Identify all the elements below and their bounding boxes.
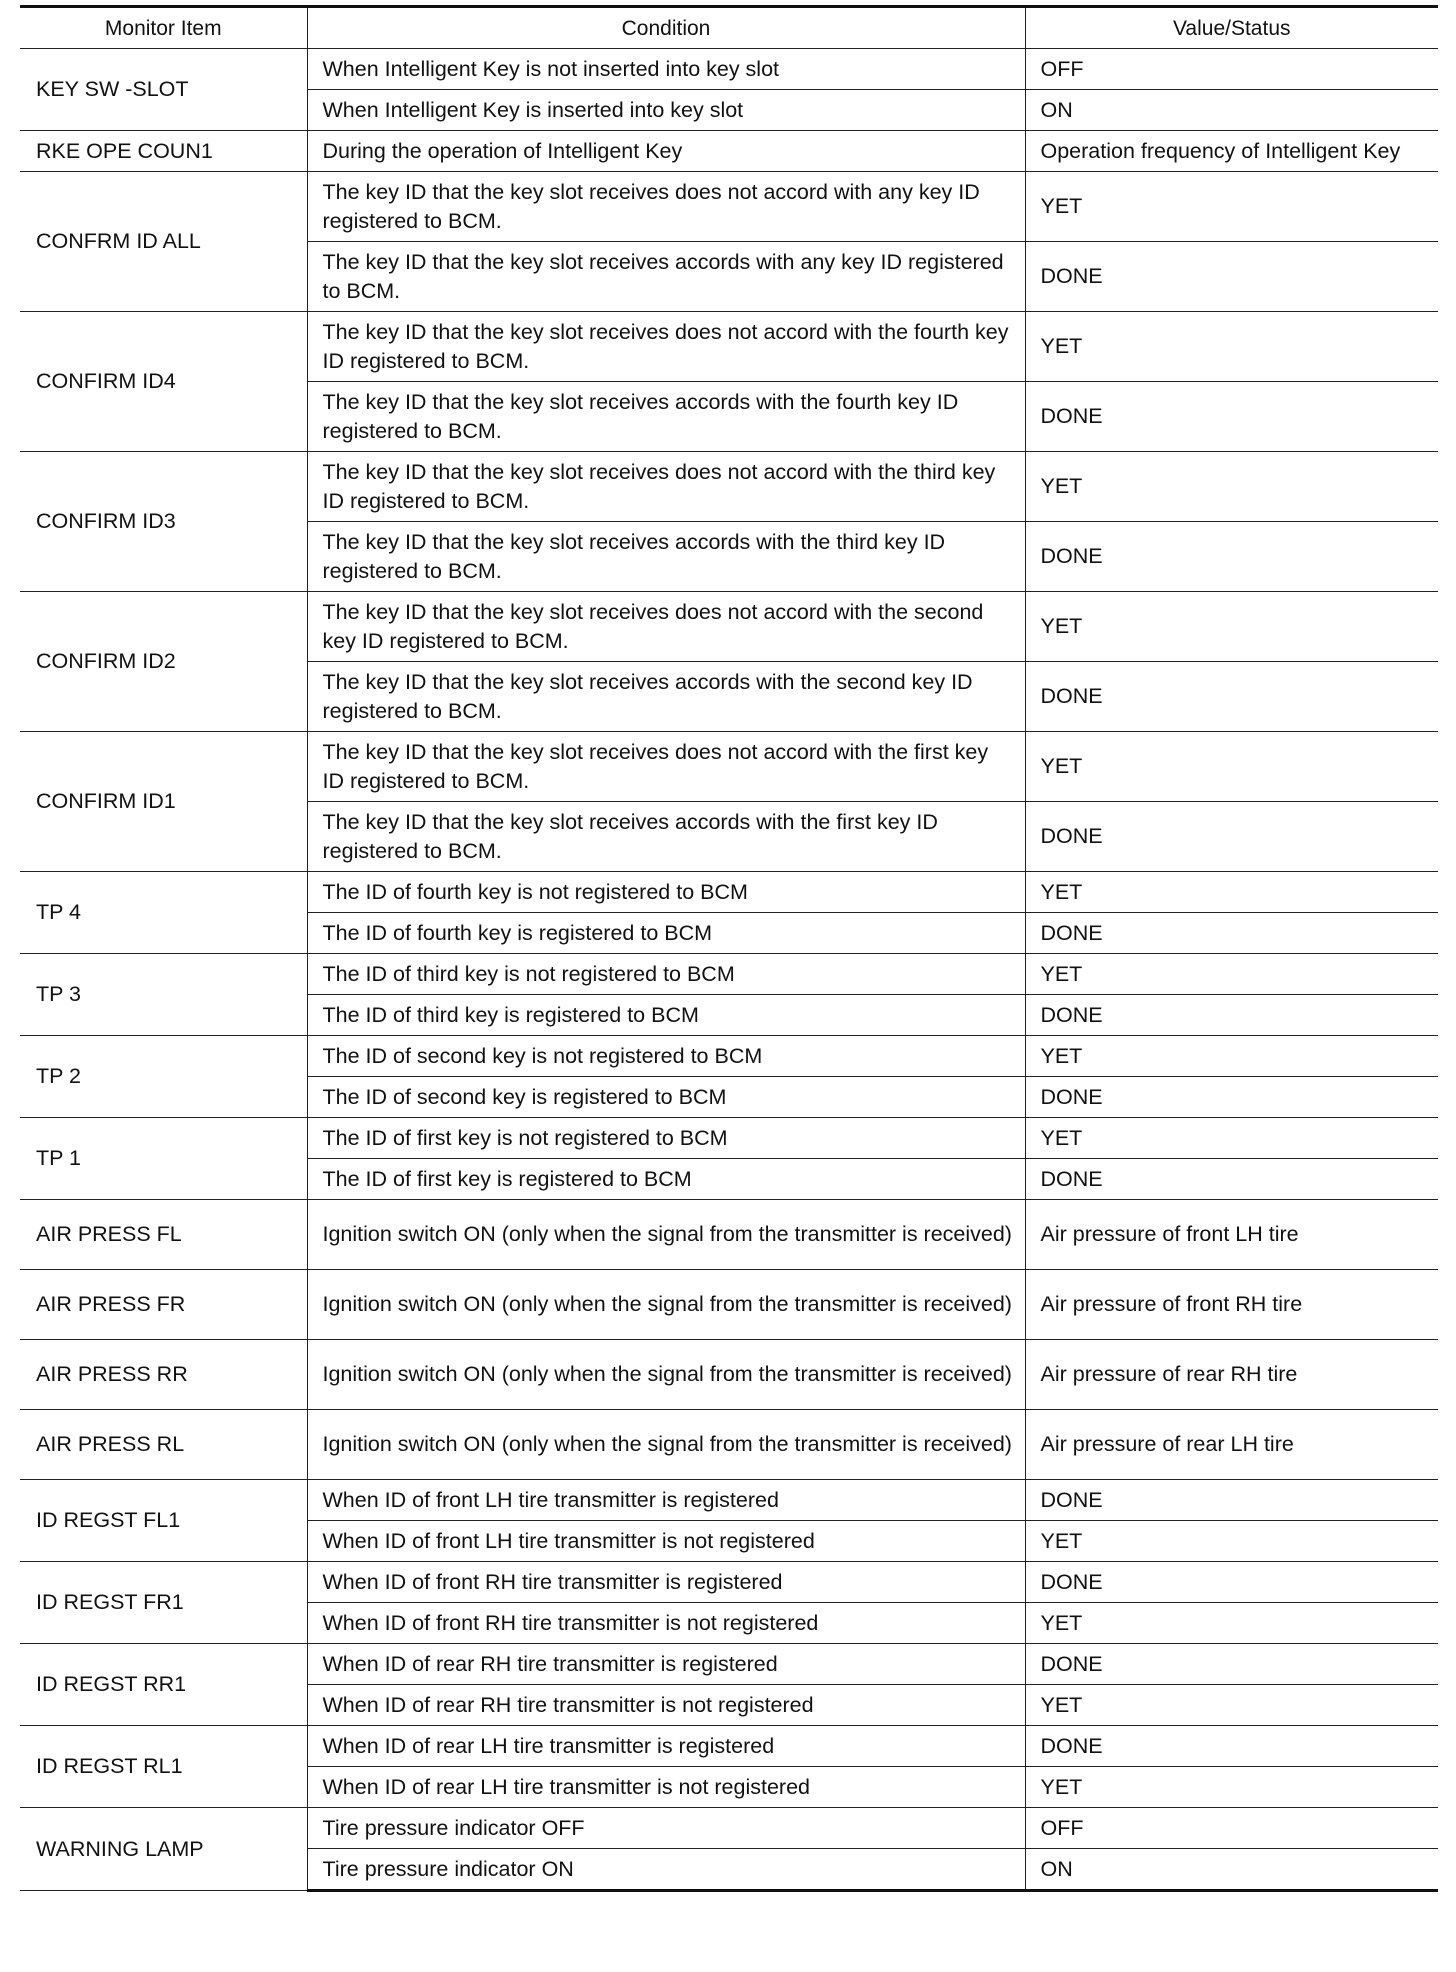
value-status-cell: Air pressure of rear RH tire — [1025, 1340, 1438, 1410]
condition-cell: The ID of first key is registered to BCM — [307, 1159, 1025, 1200]
condition-cell: When ID of front RH tire transmitter is not registered — [307, 1603, 1025, 1644]
header-value-status: Value/Status — [1025, 7, 1438, 49]
condition-cell: The ID of second key is registered to BCM — [307, 1077, 1025, 1118]
table-row — [20, 49, 1438, 90]
condition-cell: The key ID that the key slot receives accords with the first key ID registered to BCM. — [307, 802, 1025, 872]
condition-cell: The ID of fourth key is registered to BCM — [307, 913, 1025, 954]
monitor-item-cell: CONFRM ID ALL — [20, 172, 307, 312]
condition-cell: The key ID that the key slot receives accords with the second key ID registered to BCM. — [307, 662, 1025, 732]
value-status-cell: DONE — [1025, 1077, 1438, 1118]
value-status-cell: YET — [1025, 872, 1438, 913]
monitor-item-cell: ID REGST RL1 — [20, 1726, 307, 1808]
condition-cell: The key ID that the key slot receives accords with any key ID registered to BCM. — [307, 242, 1025, 312]
value-status-cell: Air pressure of rear LH tire — [1025, 1410, 1438, 1480]
condition-cell: The key ID that the key slot receives does not accord with the third key ID registered to BCM. — [307, 452, 1025, 522]
monitor-item-cell: AIR PRESS FL — [20, 1200, 307, 1270]
monitor-item-cell: CONFIRM ID1 — [20, 732, 307, 872]
value-status-cell: YET — [1025, 1767, 1438, 1808]
condition-cell: The ID of second key is not registered to BCM — [307, 1036, 1025, 1077]
condition-cell: When ID of rear RH tire transmitter is registered — [307, 1644, 1025, 1685]
monitor-item-cell: ID REGST RR1 — [20, 1644, 307, 1726]
table-row — [20, 1036, 1438, 1077]
condition-cell: The key ID that the key slot receives accords with the fourth key ID registered to BCM. — [307, 382, 1025, 452]
condition-cell: When ID of rear LH tire transmitter is registered — [307, 1726, 1025, 1767]
value-status-cell: Operation frequency of Intelligent Key — [1025, 131, 1438, 172]
value-status-cell: YET — [1025, 592, 1438, 662]
table-row — [20, 312, 1438, 382]
table-row — [20, 1808, 1438, 1849]
table-row — [20, 1562, 1438, 1603]
table-row — [20, 1726, 1438, 1767]
value-status-cell: DONE — [1025, 1159, 1438, 1200]
header-monitor-item: Monitor Item — [20, 7, 307, 49]
condition-cell: When ID of rear LH tire transmitter is not registered — [307, 1767, 1025, 1808]
table-row — [20, 1270, 1438, 1340]
table-row — [20, 732, 1438, 802]
value-status-cell: OFF — [1025, 1808, 1438, 1849]
value-status-cell: YET — [1025, 312, 1438, 382]
monitor-item-cell: CONFIRM ID3 — [20, 452, 307, 592]
monitor-item-cell: CONFIRM ID2 — [20, 592, 307, 732]
condition-cell: Tire pressure indicator OFF — [307, 1808, 1025, 1849]
value-status-cell: ON — [1025, 90, 1438, 131]
condition-cell: When Intelligent Key is not inserted into key slot — [307, 49, 1025, 90]
value-status-cell: YET — [1025, 1685, 1438, 1726]
table-body — [20, 49, 1438, 1891]
condition-cell: During the operation of Intelligent Key — [307, 131, 1025, 172]
table-row — [20, 1410, 1438, 1480]
value-status-cell: DONE — [1025, 1562, 1438, 1603]
value-status-cell: Air pressure of front LH tire — [1025, 1200, 1438, 1270]
table-row — [20, 1118, 1438, 1159]
value-status-cell: DONE — [1025, 662, 1438, 732]
value-status-cell: DONE — [1025, 382, 1438, 452]
table-row — [20, 1480, 1438, 1521]
table-row — [20, 592, 1438, 662]
condition-cell: When ID of front RH tire transmitter is registered — [307, 1562, 1025, 1603]
value-status-cell: YET — [1025, 732, 1438, 802]
condition-cell: Ignition switch ON (only when the signal from the transmitter is received) — [307, 1200, 1025, 1270]
condition-cell: Ignition switch ON (only when the signal from the transmitter is received) — [307, 1340, 1025, 1410]
table-header-row — [20, 7, 1438, 49]
monitor-item-cell: AIR PRESS RL — [20, 1410, 307, 1480]
monitor-item-cell: AIR PRESS FR — [20, 1270, 307, 1340]
condition-cell: When ID of front LH tire transmitter is not registered — [307, 1521, 1025, 1562]
table-row — [20, 872, 1438, 913]
table-row — [20, 1200, 1438, 1270]
condition-cell: The key ID that the key slot receives accords with the third key ID registered to BCM. — [307, 522, 1025, 592]
condition-cell: Tire pressure indicator ON — [307, 1849, 1025, 1891]
table-row — [20, 172, 1438, 242]
value-status-cell: DONE — [1025, 995, 1438, 1036]
monitor-item-cell: ID REGST FL1 — [20, 1480, 307, 1562]
table-row — [20, 131, 1438, 172]
condition-cell: When Intelligent Key is inserted into key slot — [307, 90, 1025, 131]
condition-cell: When ID of front LH tire transmitter is registered — [307, 1480, 1025, 1521]
condition-cell: Ignition switch ON (only when the signal from the transmitter is received) — [307, 1270, 1025, 1340]
monitor-item-cell: ID REGST FR1 — [20, 1562, 307, 1644]
monitor-item-cell: TP 4 — [20, 872, 307, 954]
monitor-item-cell: TP 2 — [20, 1036, 307, 1118]
condition-cell: The ID of first key is not registered to BCM — [307, 1118, 1025, 1159]
value-status-cell: YET — [1025, 452, 1438, 522]
value-status-cell: ON — [1025, 1849, 1438, 1891]
value-status-cell: YET — [1025, 1036, 1438, 1077]
condition-cell: The ID of third key is not registered to BCM — [307, 954, 1025, 995]
value-status-cell: YET — [1025, 172, 1438, 242]
condition-cell: The key ID that the key slot receives does not accord with the first key ID registered to BCM. — [307, 732, 1025, 802]
value-status-cell: YET — [1025, 954, 1438, 995]
value-status-cell: YET — [1025, 1521, 1438, 1562]
condition-cell: The ID of fourth key is not registered to BCM — [307, 872, 1025, 913]
value-status-cell: Air pressure of front RH tire — [1025, 1270, 1438, 1340]
value-status-cell: DONE — [1025, 1480, 1438, 1521]
header-condition: Condition — [307, 7, 1025, 49]
value-status-cell: DONE — [1025, 242, 1438, 312]
monitor-item-cell: RKE OPE COUN1 — [20, 131, 307, 172]
monitor-item-cell: TP 3 — [20, 954, 307, 1036]
condition-cell: The key ID that the key slot receives does not accord with the fourth key ID registered to BCM. — [307, 312, 1025, 382]
data-monitor-table — [20, 5, 1438, 1892]
monitor-item-cell: KEY SW -SLOT — [20, 49, 307, 131]
value-status-cell: OFF — [1025, 49, 1438, 90]
table-row — [20, 1644, 1438, 1685]
condition-cell: When ID of rear RH tire transmitter is not registered — [307, 1685, 1025, 1726]
monitor-item-cell: TP 1 — [20, 1118, 307, 1200]
value-status-cell: DONE — [1025, 913, 1438, 954]
condition-cell: The key ID that the key slot receives does not accord with the second key ID registered to BCM. — [307, 592, 1025, 662]
condition-cell: Ignition switch ON (only when the signal from the transmitter is received) — [307, 1410, 1025, 1480]
condition-cell: The ID of third key is registered to BCM — [307, 995, 1025, 1036]
monitor-item-cell: AIR PRESS RR — [20, 1340, 307, 1410]
monitor-item-cell: WARNING LAMP — [20, 1808, 307, 1891]
table-row — [20, 452, 1438, 522]
table-row — [20, 1340, 1438, 1410]
value-status-cell: YET — [1025, 1603, 1438, 1644]
condition-cell: The key ID that the key slot receives does not accord with any key ID registered to BCM. — [307, 172, 1025, 242]
value-status-cell: DONE — [1025, 802, 1438, 872]
monitor-item-cell: CONFIRM ID4 — [20, 312, 307, 452]
data-monitor-table-container — [20, 5, 1438, 1892]
value-status-cell: YET — [1025, 1118, 1438, 1159]
value-status-cell: DONE — [1025, 1644, 1438, 1685]
value-status-cell: DONE — [1025, 522, 1438, 592]
value-status-cell: DONE — [1025, 1726, 1438, 1767]
table-row — [20, 954, 1438, 995]
